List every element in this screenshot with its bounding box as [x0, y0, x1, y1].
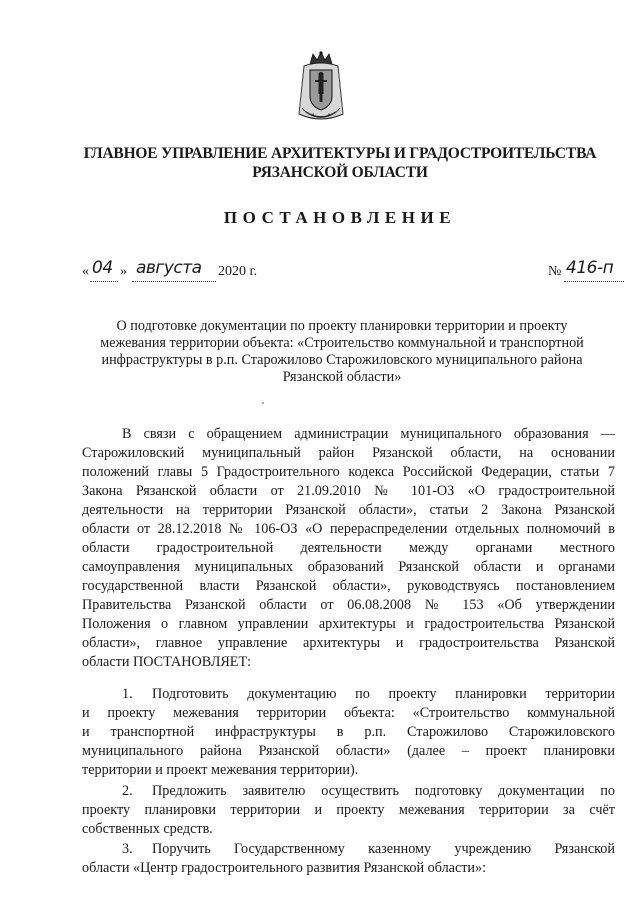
preamble-line: области градостроительной деятельности между органами местного — [82, 540, 615, 556]
preamble-line: государственной власти Рязанской области», руководствуясь постановлением — [82, 578, 615, 594]
scan-speck — [262, 402, 264, 404]
preamble-line: деятельности на территории Рязанской области», статьи 2 Закона Рязанской — [82, 502, 615, 518]
issuing-authority-line-2: РЯЗАНСКОЙ ОБЛАСТИ — [252, 164, 428, 181]
item-line: проекту планировки территории и проекту межевания территории за счёт — [82, 802, 615, 818]
item-line: собственных средств. — [82, 821, 213, 837]
item-line: территории и проект межевания территории). — [82, 762, 359, 778]
date-month-underline — [132, 281, 216, 282]
subject-line: межевания территории объекта: «Строительство коммунальной и транспортной — [100, 335, 584, 351]
issuing-authority-line-1: ГЛАВНОЕ УПРАВЛЕНИЕ АРХИТЕКТУРЫ И ГРАДОСТРОИТЕЛЬСТВА — [83, 145, 597, 162]
subject-line: Рязанской области» — [282, 369, 402, 385]
preamble-line: положений главы 5 Градостроительного кодекса Российской Федерации, статьи 7 — [82, 464, 615, 480]
item-number: 2. — [122, 783, 133, 799]
document-type-title: ПОСТАНОВЛЕНИЕ — [223, 208, 457, 227]
item-first-line: Поручить Государственному казенному учреждению Рязанской — [152, 841, 615, 857]
date-open-quote: « — [82, 264, 89, 279]
coat-of-arms-emblem — [296, 50, 346, 128]
document-number: 416-п — [566, 258, 614, 278]
preamble-line: Старожиловский муниципальный район Рязанской области, на основании — [82, 445, 615, 461]
item-line: области «Центр градостроительного развития Рязанской области»: — [82, 860, 487, 876]
number-prefix: № — [548, 264, 562, 279]
document-subject — [92, 318, 592, 386]
preamble-line: области», главное управление архитектуры и градостроительства Рязанской — [82, 635, 615, 651]
item-first-line: Подготовить документацию по проекту планировки территории — [152, 686, 615, 702]
preamble-line: самоуправления муниципальных образований Рязанской области и органами — [82, 559, 615, 575]
date-month: августа — [136, 258, 202, 278]
preamble-line: В связи с обращением администрации муниципального образования — — [122, 426, 615, 442]
item-line: и транспортной инфраструктуры в р.п. Старожилово Старожиловского — [82, 724, 615, 740]
date-day-underline — [90, 281, 118, 282]
preamble-line: Правительства Рязанской области от 06.08.2008 № 153 «Об утверждении — [82, 597, 615, 613]
subject-line: О подготовке документации по проекту планировки территории и проекту — [116, 318, 568, 334]
date-day: 04 — [92, 258, 113, 278]
preamble-line: области ПОСТАНОВЛЯЕТ: — [82, 654, 252, 670]
item-number: 1. — [122, 686, 133, 702]
item-number: 3. — [122, 841, 133, 857]
date-close-quote: » — [120, 264, 127, 279]
item-line: муниципального района Рязанской области» (далее – проект планировки — [82, 743, 615, 759]
item-first-line: Предложить заявителю осуществить подготовку документации по — [152, 783, 615, 799]
preamble-line: Закона Рязанской области от 21.09.2010 № 101-ОЗ «О градостроительной — [82, 483, 615, 499]
number-underline — [564, 281, 624, 282]
date-year: 2020 г. — [218, 264, 258, 279]
item-line: и проекту межевания территории объекта: «Строительство коммунальной — [82, 705, 615, 721]
preamble-line: области от 28.12.2018 № 106-ОЗ «О перераспределении отдельных полномочий в — [82, 521, 615, 537]
subject-line: инфраструктуры в р.п. Старожилово Старожиловского муниципального района — [101, 352, 583, 368]
preamble-line: Положения о главном управлении архитектуры и градостроительства Рязанской — [82, 616, 615, 632]
